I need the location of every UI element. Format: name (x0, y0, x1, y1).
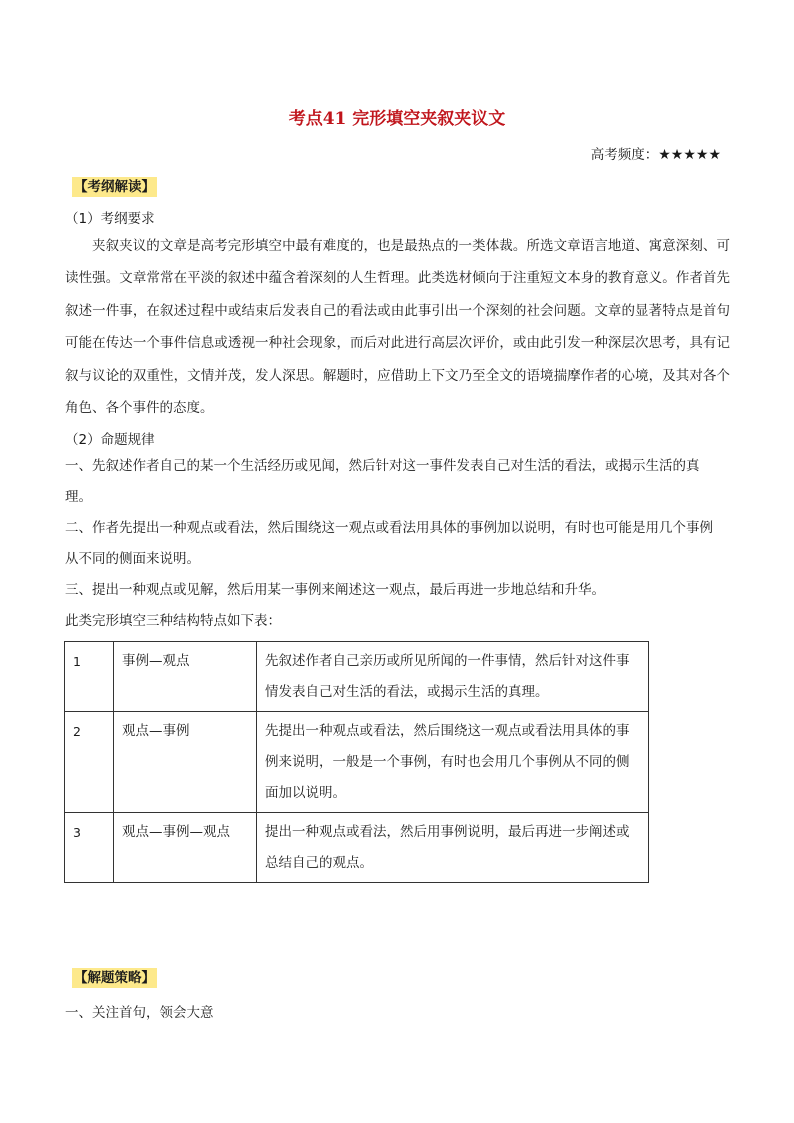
subheading-patterns: （2）命题规律 (65, 432, 155, 448)
row-number: 2 (65, 712, 114, 813)
page-title: 考点41 完形填空夹叙夹议文 (288, 109, 506, 129)
row-number: 1 (65, 642, 114, 712)
row-number: 3 (65, 813, 114, 883)
pattern-item-1: 一、先叙述作者自己的某一个生活经历或见闻，然后针对这一事件发表自己对生活的看法，或揭示生活的真理。 (65, 458, 700, 505)
pattern-list (65, 451, 725, 637)
row-structure: 观点—事例—观点 (114, 813, 257, 883)
star-rating-icon: ★★★★★ (658, 147, 721, 163)
structure-table (64, 641, 649, 883)
row-structure: 事例—观点 (114, 642, 257, 712)
paragraph-requirements: 夹叙夹议的文章是高考完形填空中最有难度的，也是最热点的一类体裁。所选文章语言地道、寓意深刻、可读性强。文章常常在平淡的叙述中蕴含着深刻的人生哲理。此类选材倾向于注重短文本身的教育意义。作者首先叙述一件事，在叙述过程中或结束后发表自己的看法或由此事引出一个深刻的社会问题。文章的显著特点是首句可能在传达一个事件信息或透视一种社会现象，而后对此进行高层次评价，或由此引发一种深层次思考，具有记叙与议论的双重性，文情并茂，发人深思。解题时，应借助上下文乃至全文的语境揣摩作者的心境，及其对各个角色、各个事件的态度。 (65, 238, 730, 417)
table-row (65, 712, 649, 813)
row-description: 先提出一种观点或看法，然后围绕这一观点或看法用具体的事例来说明，一般是一个事例，有时也会用几个事例从不同的侧面加以说明。 (257, 712, 649, 813)
table-intro: 此类完形填空三种结构特点如下表： (65, 613, 281, 629)
row-description: 先叙述作者自己亲历或所见所闻的一件事情，然后针对这件事情发表自己对生活的看法，或揭示生活的真理。 (257, 642, 649, 712)
section-tag-syllabus: 【考纲解读】 (74, 179, 155, 195)
row-structure: 观点—事例 (114, 712, 257, 813)
row-description: 提出一种观点或看法，然后用事例说明，最后再进一步阐述或总结自己的观点。 (257, 813, 649, 883)
strategy-item-1: 一、关注首句，领会大意 (65, 1005, 214, 1021)
table-row (65, 813, 649, 883)
frequency-label: 高考频度： (590, 147, 659, 163)
pattern-item-3: 三、提出一种观点或见解，然后用某一事例来阐述这一观点，最后再进一步地总结和升华。 (65, 582, 605, 598)
frequency-rating (591, 143, 721, 163)
table-row (65, 642, 649, 712)
pattern-item-2: 二、作者先提出一种观点或看法，然后围绕这一观点或看法用具体的事例加以说明，有时也可能是用几个事例从不同的侧面来说明。 (65, 520, 713, 567)
section-tag-strategy: 【解题策略】 (74, 970, 155, 986)
subheading-requirements: （1）考纲要求 (65, 211, 155, 227)
